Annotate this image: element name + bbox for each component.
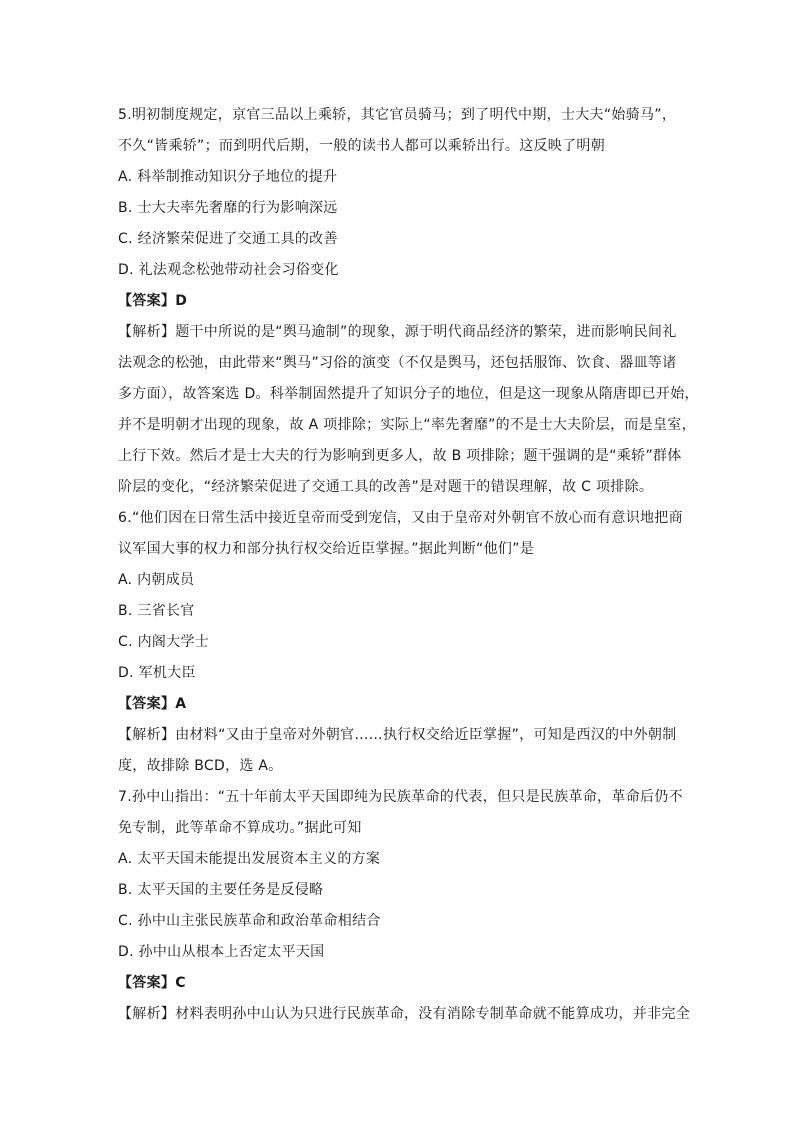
q6-analysis-line-2: 度，故排除 BCD，选 A。 <box>118 758 283 774</box>
q6-option-c: C. 内阁大学士 <box>118 634 210 650</box>
q7-option-d: D. 孙中山从根本上否定太平天国 <box>118 944 325 960</box>
q6-stem-line-2: 议军国大事的权力和部分执行权交给近臣掌握。”据此判断“他们”是 <box>118 541 535 557</box>
q5-option-a: A. 科举制推动知识分子地位的提升 <box>118 169 338 185</box>
q7-analysis-line-1: 【解析】材料表明孙中山认为只进行民族革命，没有消除专制革命就不能算成功，并非完全 <box>118 1006 690 1022</box>
q6-stem-line-1: 6.“他们因在日常生活中接近皇帝而受到宠信，又由于皇帝对外朝官不放心而有意识地把商 <box>118 510 683 526</box>
q5-stem-line-2: 不久“皆乘轿”；而到明代后期，一般的读书人都可以乘轿出行。这反映了明朝 <box>118 138 606 154</box>
q5-analysis-line-6: 阶层的变化，“经济繁荣促进了交通工具的改善”是对题干的错误理解，故 C 项排除。 <box>118 479 654 495</box>
q6-option-a: A. 内朝成员 <box>118 572 195 588</box>
q6-option-d: D. 军机大臣 <box>118 665 196 681</box>
q5-option-b: B. 士大夫率先奢靡的行为影响深远 <box>118 200 338 216</box>
q6-analysis-line-1: 【解析】由材料“又由于皇帝对外朝官……执行权交给近臣掌握”，可知是西汉的中外朝制 <box>118 727 677 743</box>
q5-analysis-line-1: 【解析】题干中所说的是“舆马逾制”的现象，源于明代商品经济的繁荣，进而影响民间礼 <box>118 324 677 340</box>
q6-option-b: B. 三省长官 <box>118 603 195 619</box>
q7-stem-line-1: 7.孙中山指出：“五十年前太平天国即纯为民族革命的代表，但只是民族革命，革命后仍不 <box>118 789 683 805</box>
q6-answer: 【答案】A <box>118 696 187 712</box>
q5-stem-line-1: 5.明初制度规定，京官三品以上乘轿，其它官员骑马；到了明代中期，士大夫“始骑马”， <box>118 107 677 123</box>
q5-option-d: D. 礼法观念松弛带动社会习俗变化 <box>118 262 339 278</box>
q7-option-a: A. 太平天国未能提出发展资本主义的方案 <box>118 851 381 867</box>
q5-option-c: C. 经济繁荣促进了交通工具的改善 <box>118 231 338 247</box>
document-page <box>118 100 699 1030</box>
q7-option-c: C. 孙中山主张民族革命和政治革命相结合 <box>118 913 381 929</box>
q5-answer: 【答案】D <box>118 293 188 309</box>
q5-analysis-line-3: 多方面），故答案选 D。科举制固然提升了知识分子的地位，但是这一现象从隋唐即已开始， <box>118 386 699 402</box>
q5-analysis-line-4: 并不是明朝才出现的现象，故 A 项排除；实际上“率先奢靡”的不是士大夫阶层，而是皇室， <box>118 417 696 433</box>
q5-analysis-line-5: 上行下效。然后才是士大夫的行为影响到更多人，故 B 项排除；题干强调的是“乘轿”群体 <box>118 448 682 464</box>
q5-analysis-line-2: 法观念的松弛，由此带来“舆马”习俗的演变（不仅是舆马，还包括服饰、饮食、器皿等诸 <box>118 355 677 371</box>
q7-stem-line-2: 免专制，此等革命不算成功。”据此可知 <box>118 820 362 836</box>
q7-answer: 【答案】C <box>118 975 186 991</box>
q7-option-b: B. 太平天国的主要任务是反侵略 <box>118 882 324 898</box>
